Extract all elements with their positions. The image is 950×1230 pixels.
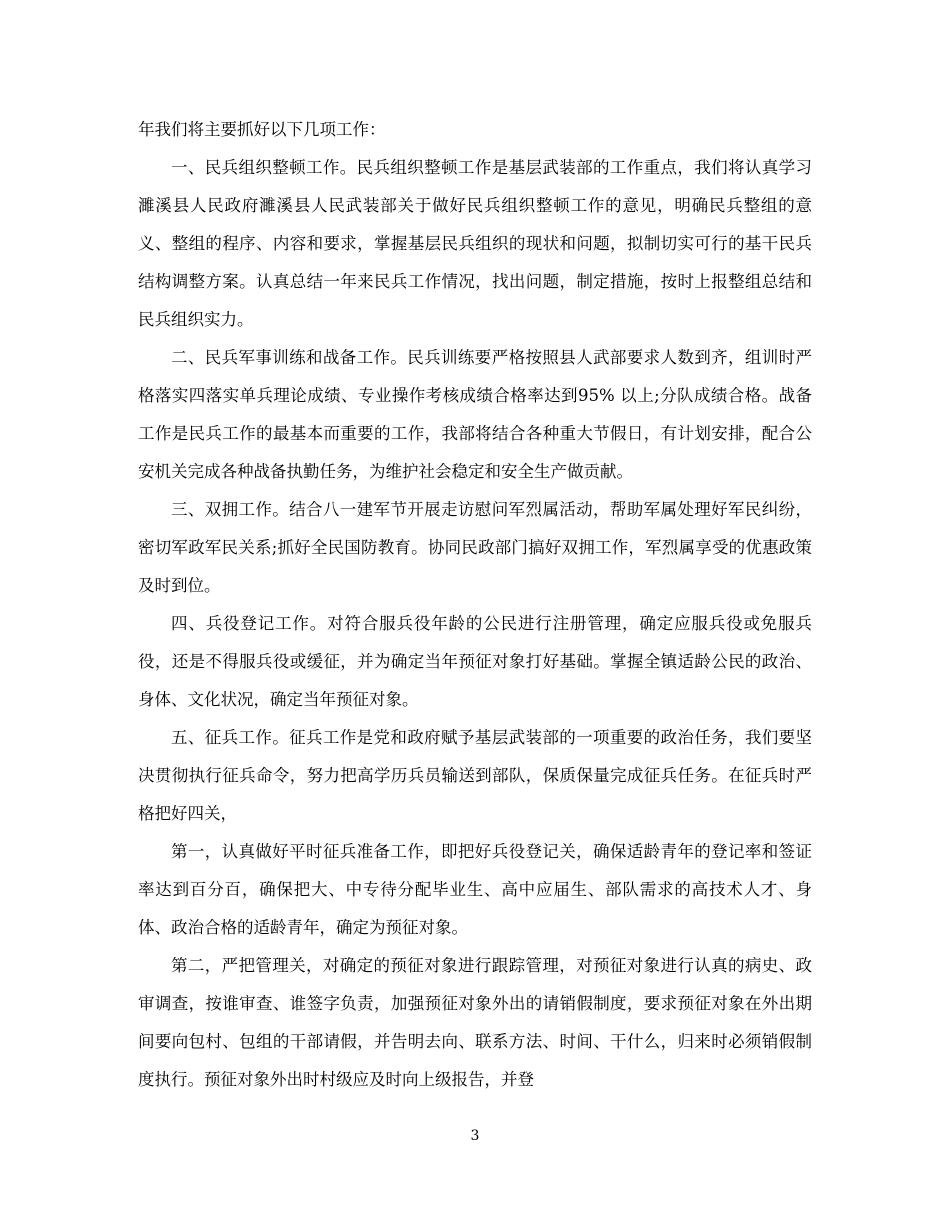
paragraph-conscription: 五、征兵工作。征兵工作是党和政府赋予基层武装部的一项重要的政治任务，我们要坚决贯彻执行征兵命令，努力把高学历兵员输送到部队，保质保量完成征兵任务。在征兵时严格把好四关， bbox=[138, 728, 812, 823]
paragraph-dual-support: 三、双拥工作。结合八一建军节开展走访慰问军烈属活动，帮助军属处理好军民纠纷，密切军政军民关系;抓好全民国防教育。协同民政部门搞好双拥工作，军烈属享受的优惠政策及时到位。 bbox=[138, 500, 812, 595]
paragraph-first-point: 第一，认真做好平时征兵准备工作，即把好兵役登记关，确保适龄青年的登记率和签证率达到百分百，确保把大、中专待分配毕业生、高中应届生、部队需求的高技术人才、身体、政治合格的适龄青年，确定为预征对象。 bbox=[138, 842, 812, 937]
paragraph-second-point: 第二，严把管理关，对确定的预征对象进行跟踪管理，对预征对象进行认真的病史、政审调查，按谁审查、谁签字负责，加强预征对象外出的请销假制度，要求预征对象在外出期间要向包村、包组的干部请假，并告明去向、联系方法、时间、干什么，归来时必须销假制度执行。预征对象外出时村级应及时向上级报告，并登 bbox=[138, 956, 812, 1089]
paragraph-military-training: 二、民兵军事训练和战备工作。民兵训练要严格按照县人武部要求人数到齐，组训时严格落实四落实单兵理论成绩、专业操作考核成绩合格率达到95% 以上;分队成绩合格。战备工作是民兵工作的最基本而重要的工作，我部将结合各种重大节假日，有计划安排，配合公安机关完成各种战备执勤任务，为维护社会稳定和安全生产做贡献。 bbox=[138, 348, 812, 481]
document-body bbox=[138, 111, 812, 1099]
paragraph-militia-reorganization: 一、民兵组织整顿工作。民兵组织整顿工作是基层武装部的工作重点，我们将认真学习濉溪县人民政府濉溪县人民武装部关于做好民兵组织整顿工作的意见，明确民兵整组的意义、整组的程序、内容和要求，掌握基层民兵组织的现状和问题，拟制切实可行的基干民兵结构调整方案。认真总结一年来民兵工作情况，找出问题，制定措施，按时上报整组总结和民兵组织实力。 bbox=[138, 158, 812, 329]
paragraph-military-registration: 四、兵役登记工作。对符合服兵役年龄的公民进行注册管理，确定应服兵役或免服兵役，还是不得服兵役或缓征，并为确定当年预征对象打好基础。掌握全镇适龄公民的政治、身体、文化状况，确定当年预征对象。 bbox=[138, 614, 812, 709]
paragraph-intro: 年我们将主要抓好以下几项工作： bbox=[138, 120, 386, 139]
page-number: 3 bbox=[470, 1128, 480, 1144]
